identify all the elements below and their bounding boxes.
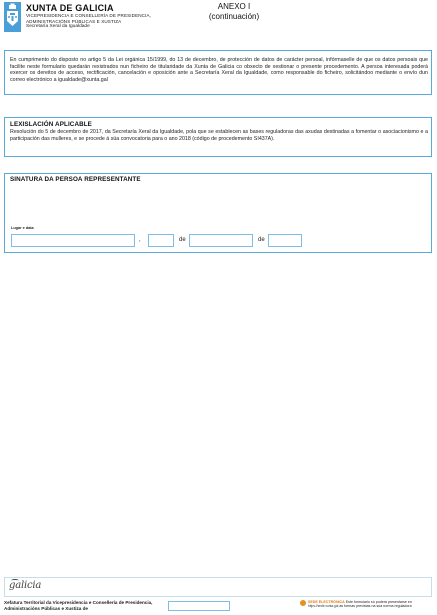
place-input[interactable] (11, 234, 135, 247)
legislation-box (4, 117, 432, 157)
de-separator-1: de (179, 237, 186, 243)
annex-heading (184, 2, 284, 21)
privacy-notice-text: En cumprimento do disposto no artigo 5 da Lei orgánica 15/1999, do 13 de decembro, de protección de datos de carácter persoal, infórmaselle de que os datos persoais que facilite neste formulario quedarán rexistrados nun ficheiro de titularidade da Xunta de Galicia co obxecto de xestionar o presente procedemento. A persoa interesada poderá exercer os dereitos de acceso, rectificación, cancelación e oposición ante a Secretaría Xeral da Igualdade, como responsable do ficheiro, solicitándoo mediante o envío dun correo electrónico a igualdade@xunta.gal (10, 57, 428, 83)
galicia-logo (9, 580, 41, 591)
signature-title: SINATURA DA PERSOA REPRESENTANTE (10, 176, 141, 183)
org-line-2: ADMINISTRACIÓNS PÚBLICAS E XUSTIZA (26, 18, 122, 24)
comma-separator: , (139, 237, 141, 243)
footer-office-text: Xefatura Territorial da Vicepresidencia e Consellería de Presidencia, Administracións Públicas e Xustiza de (4, 600, 153, 611)
page-header (4, 2, 433, 42)
electronic-office-text: Este formulario só poderá presentarse en (345, 600, 412, 604)
xunta-crest-icon (4, 2, 21, 32)
office-input[interactable] (168, 601, 230, 611)
electronic-office-text-2: as formas previstas na súa norma reguladora (339, 604, 412, 609)
place-date-label: Lugar e data (11, 226, 34, 230)
month-input[interactable] (189, 234, 253, 247)
annex-title: ANEXO I (217, 2, 251, 11)
org-line-1: VICEPRESIDENCIA E CONSELLERÍA DE PRESIDENCIA, (26, 13, 151, 18)
electronic-office-notice (300, 600, 433, 612)
privacy-notice-box (4, 50, 432, 95)
legislation-title: LEXISLACIÓN APLICABLE (10, 121, 92, 128)
org-name: XUNTA DE GALICIA (26, 3, 114, 13)
galicia-logo-text: galicia (9, 580, 42, 591)
legislation-text: Resolución do 5 de decembro de 2017, da Secretaría Xeral da Igualdade, pola que se establecen as bases reguladoras das axudas destinadas a fomentar o asociacionismo e a participación das mulleres, e se procede á súa convocatoria para o ano 2018 (código de procedemento SI437A). (10, 129, 428, 142)
electronic-office-icon (300, 600, 306, 606)
electronic-office-url[interactable]: https://sede.xunta.gal (308, 604, 339, 609)
galicia-logo-mark-icon (11, 579, 19, 582)
year-input[interactable] (268, 234, 302, 247)
de-separator-2: de (258, 237, 265, 243)
signature-box (4, 173, 432, 253)
day-input[interactable] (148, 234, 174, 247)
footer-logo-band (4, 577, 432, 597)
org-subdepartment: Secretaría Xeral da Igualdade (26, 24, 90, 30)
organization-block (26, 3, 176, 30)
xunta-shield-icon (4, 2, 21, 32)
electronic-office-label: SEDE ELECTRÓNICA (308, 600, 345, 604)
annex-subtitle: (continuación) (208, 11, 260, 21)
